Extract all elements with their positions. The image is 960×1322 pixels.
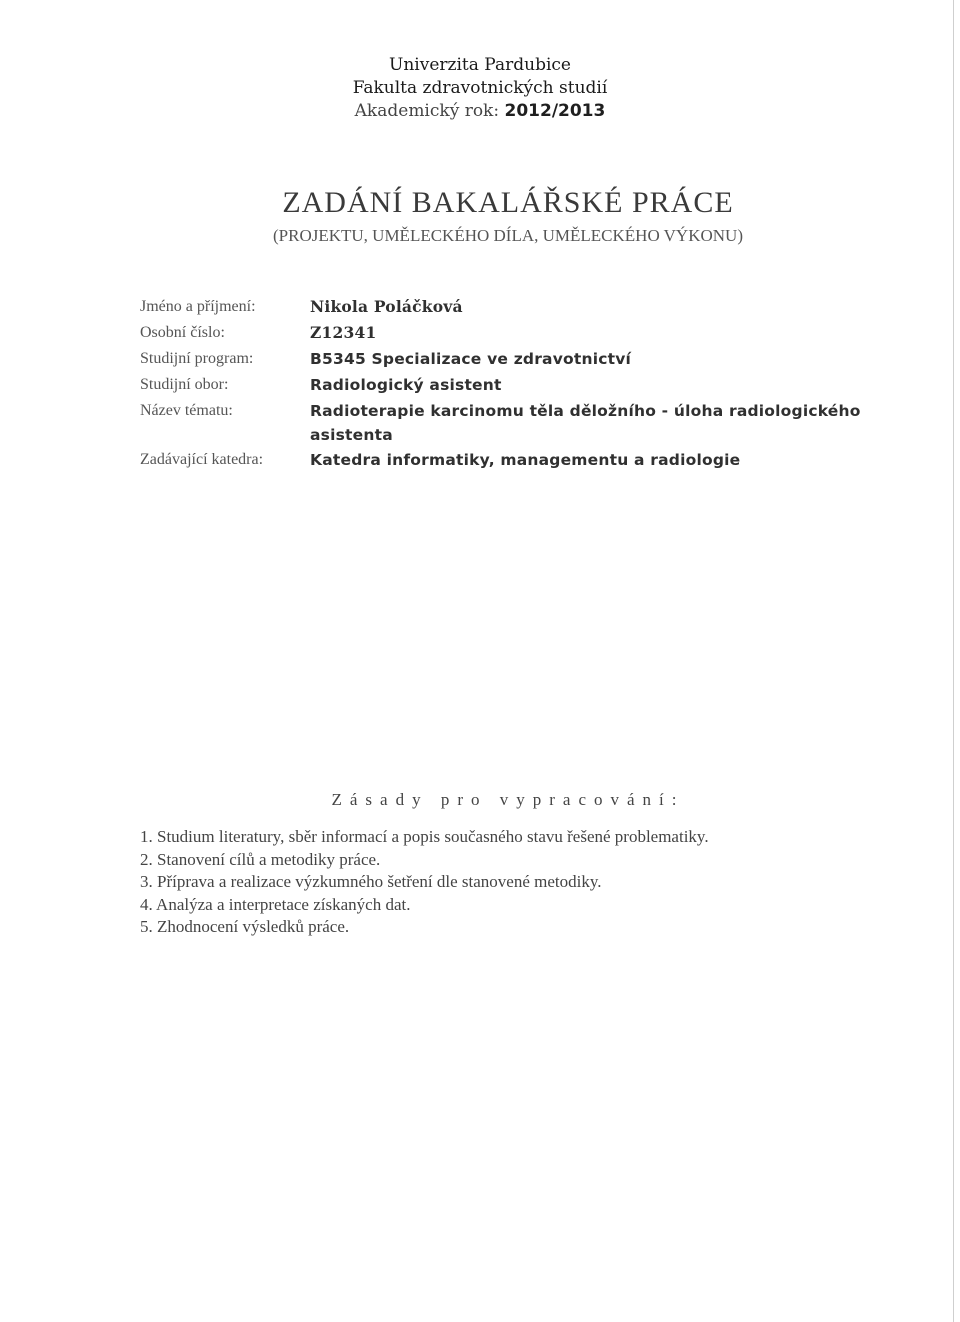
document-header bbox=[0, 54, 960, 123]
info-value: Radiologický asistent bbox=[310, 376, 502, 394]
student-info-table bbox=[140, 294, 900, 473]
list-item: 2. Stanovení cílů a metodiky práce. bbox=[140, 849, 381, 869]
info-label: Studijní obor: bbox=[140, 376, 229, 393]
academic-year bbox=[0, 100, 960, 123]
academic-year-label: Akademický rok: bbox=[354, 101, 500, 121]
info-label: Studijní program: bbox=[140, 350, 254, 367]
faculty-name: Fakulta zdravotnických studií bbox=[352, 78, 608, 98]
info-row-name bbox=[140, 294, 900, 320]
university-name: Univerzita Pardubice bbox=[389, 55, 571, 75]
document-subtitle: (PROJEKTU, UMĚLECKÉHO DÍLA, UMĚLECKÉHO VÝKONU) bbox=[273, 226, 743, 245]
info-label: Osobní číslo: bbox=[140, 324, 225, 341]
info-row-department bbox=[140, 447, 900, 473]
info-row-field bbox=[140, 372, 900, 398]
info-value: Z12341 bbox=[310, 323, 377, 342]
info-value: B5345 Specializace ve zdravotnictví bbox=[310, 350, 632, 368]
info-label: Název tématu: bbox=[140, 402, 233, 419]
list-item: 3. Příprava a realizace výzkumného šetření dle stanovené metodiky. bbox=[140, 872, 602, 891]
list-item: 5. Zhodnocení výsledků práce. bbox=[140, 917, 350, 936]
info-label: Jméno a příjmení: bbox=[140, 298, 256, 315]
principles-heading: Zásady pro vypracování: bbox=[331, 790, 685, 809]
academic-year-value: 2012/2013 bbox=[504, 101, 606, 121]
info-row-program bbox=[140, 346, 900, 372]
info-row-id bbox=[140, 320, 900, 346]
list-item: 4. Analýza a interpretace získaných dat. bbox=[140, 894, 411, 914]
info-value: Radioterapie karcinomu těla děložního - úloha radiologického asistenta bbox=[310, 402, 861, 444]
document-title: ZADÁNÍ BAKALÁŘSKÉ PRÁCE bbox=[282, 186, 734, 219]
info-label: Zadávající katedra: bbox=[140, 451, 264, 468]
info-row-topic bbox=[140, 398, 900, 447]
info-value: Nikola Poláčková bbox=[310, 297, 463, 316]
principles-list bbox=[140, 826, 840, 939]
info-value: Katedra informatiky, managementu a radiologie bbox=[310, 451, 741, 469]
list-item: 1. Studium literatury, sběr informací a popis současného stavu řešené problematiky. bbox=[140, 827, 709, 846]
